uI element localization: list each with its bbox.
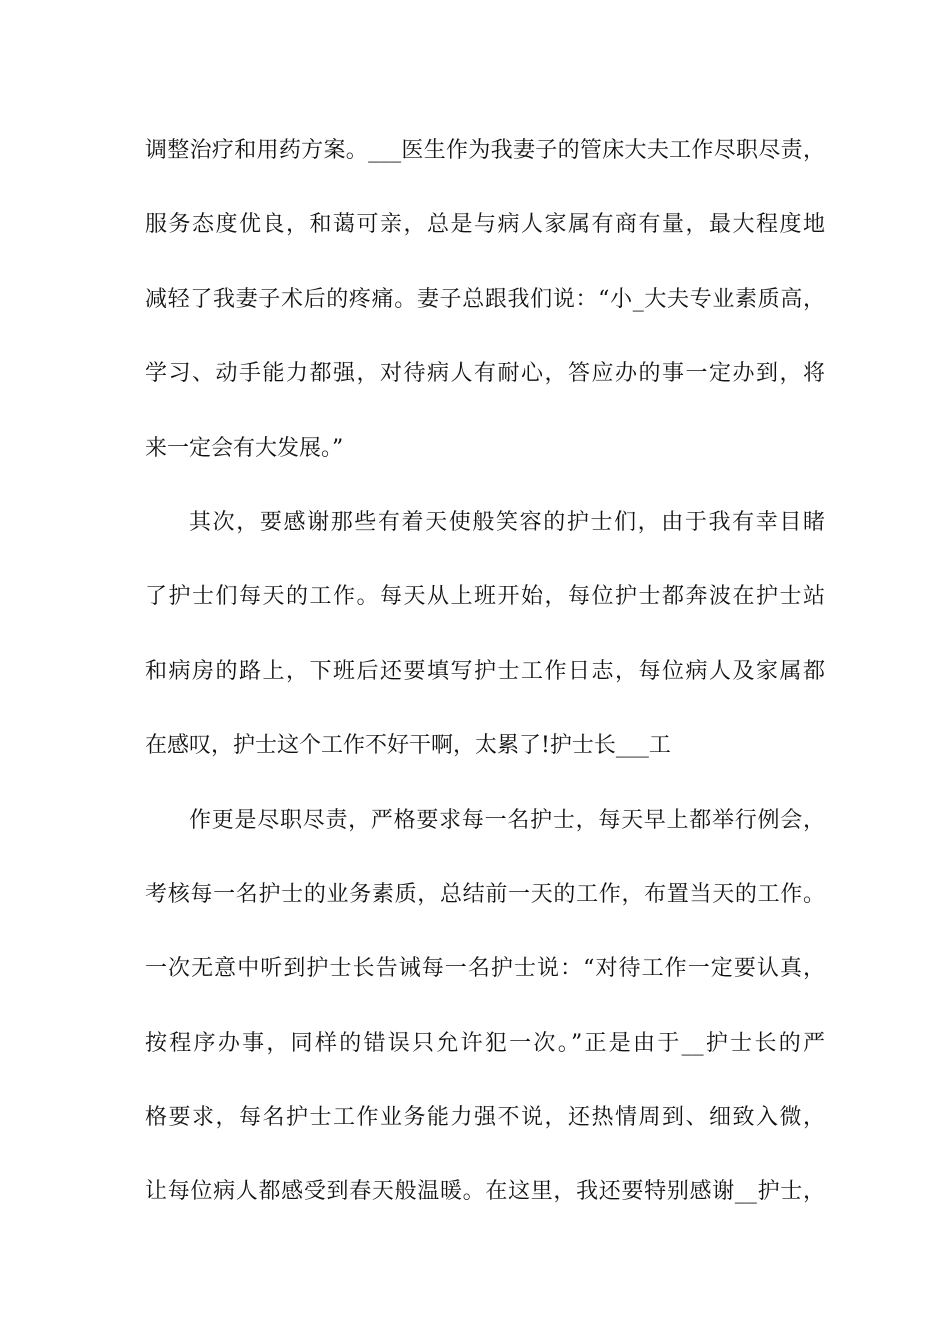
text-line: 让每位病人都感受到春天般温暖。在这里，我还要特别感谢__护士， xyxy=(145,1179,825,1205)
text-line: 调整治疗和用药方案。___医生作为我妻子的管床大夫工作尽职尽责， xyxy=(145,138,825,163)
text-line: 按程序办事，同样的错误只允许犯一次。”正是由于__护士长的严 xyxy=(145,1030,825,1056)
text-line: 减轻了我妻子术后的疼痛。妻子总跟我们说：“小_大夫专业素质高， xyxy=(145,286,825,312)
paragraph-first-line: 作更是尽职尽责，严格要求每一名护士，每天早上都举行例会， xyxy=(189,807,825,833)
text-line: 在感叹，护士这个工作不好干啊，太累了!护士长___工 xyxy=(145,733,671,759)
text-line: 考核每一名护士的业务素质，总结前一天的工作，布置当天的工作。 xyxy=(145,881,825,907)
text-line: 和病房的路上，下班后还要填写护士工作日志，每位病人及家属都 xyxy=(145,658,825,684)
text-line: 服务态度优良，和蔼可亲，总是与病人家属有商有量，最大程度地 xyxy=(145,212,825,238)
text-line: 学习、动手能力都强，对待病人有耐心，答应办的事一定办到，将 xyxy=(145,361,825,387)
text-line: 来一定会有大发展。” xyxy=(145,435,344,461)
document-body xyxy=(145,126,825,1242)
text-line: 了护士们每天的工作。每天从上班开始，每位护士都奔波在护士站 xyxy=(145,584,825,610)
text-line: 格要求，每名护士工作业务能力强不说，还热情周到、细致入微， xyxy=(145,1105,825,1131)
paragraph-first-line: 其次，要感谢那些有着天使般笑容的护士们，由于我有幸目睹 xyxy=(189,509,825,535)
text-line: 一次无意中听到护士长告诫每一名护士说：“对待工作一定要认真， xyxy=(145,956,825,982)
